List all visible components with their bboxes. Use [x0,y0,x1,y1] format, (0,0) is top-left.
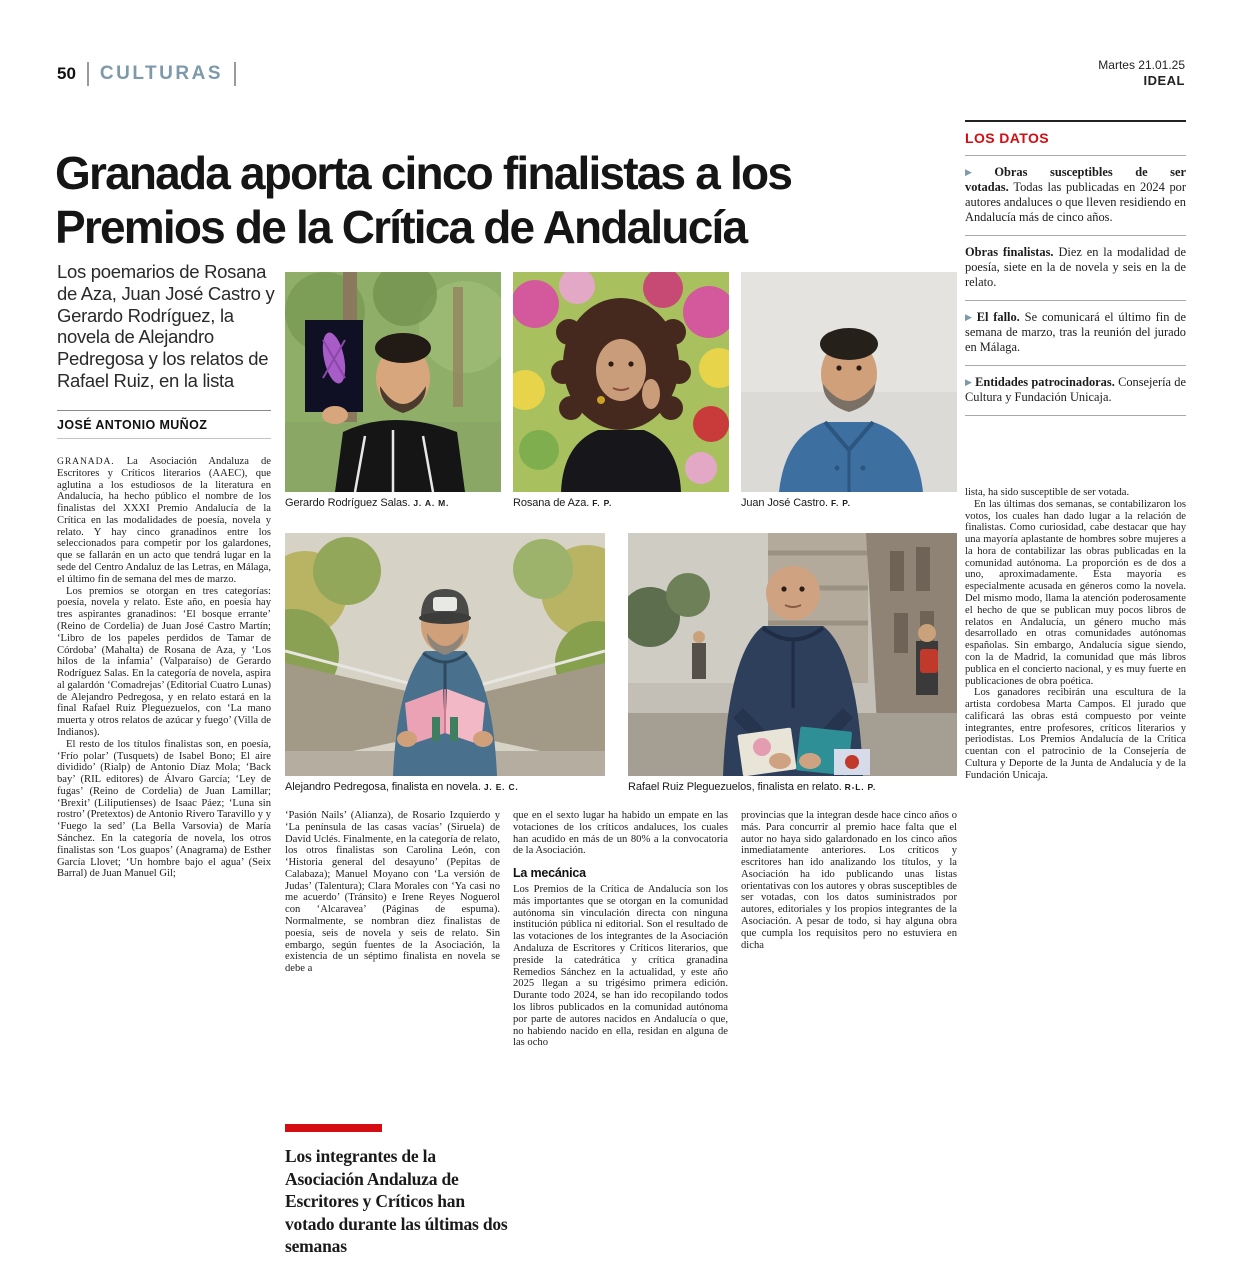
article-column-1 [57,456,271,1274]
photo-gerardo-rodriguez [285,272,501,509]
photo-rafael-ruiz [628,533,957,793]
paragraph: En las últimas dos semanas, se contabilizaron los votos, los cuales han dado lugar a la relación de finalistas. Como curiosidad, cabe destacar que hay una mayoría aplastante de hombres sobre mujeres a la hora de contabilizar las obras publicadas en la comunidad autónoma. La proporción es de dos a uno, aproximadamente. Esta mayoría es especialmente acusada en géneros como la novela. Del mismo modo, llama la atención poderosamente el hecho de que se publican muy pocos libros de relatos en Andalucía, un género mucho más desarrollado en otras comunidades autónomas españolas. Sin embargo, Andalucía sigue siendo, con la de Madrid, la comunidad que más libros publica en el concierto nacional, y es muy fuerte en publicaciones de obra poética. [965,498,1186,687]
photo-gerardo-image [285,272,501,492]
bullet-arrow-icon: ▶ [965,377,973,387]
sidebar-item-label: Obras susceptibles de ser votadas. [965,165,1186,194]
paragraph: Los ganadores recibirán una escultura de la artista cordobesa Marta Campos. El jurado que calificará las obras está compuesto por veinte integrantes, entre profesores, críticos literarios y periodistas. Los Premios Andalucía de la Crítica cuentan con el patrocinio de la Consejería de Cultura y Deporte de la Junta de Andalucía y de la Fundación Unicaja. [965,687,1186,781]
paragraph-text: La Asociación Andaluza de Escritores y Críticos literarios (AAEC), que aglutina a los estudiosos de la literatura en Andalucía, ha hecho público el nombre de los finalistas del XXXI Premio Andalucía de la Crítica en las modalidades de poesía, novela y relato. Y hay cinco granadinos entre los seleccionados para competir por los galardones, que se fallarán en un acto que tendrá lugar en la sede del Centro Andaluz de las Letras, en Málaga, el último fin de semana del mes de marzo. [57,456,271,585]
paragraph: provincias que la integran desde hace cinco años o más. Para concurrir al premio hace falta que el autor no haya sido galardonado en los cinco años inmediatamente anteriores. Los críticos y escritores han ido analizando los títulos, y la Asociación ha ido publicando unas listas orientativas con los autores y obras susceptibles de ser votadas, con los datos suministrados por autores, editoriales y los propios integrantes de la Asociación. A pesar de todo, si hay alguna obra que cumpla los requisitos pero no estuviera en dicha [741,810,957,951]
photo-juan-jose-image [741,272,957,492]
sidebar-item [965,236,1186,301]
photo-caption [741,497,957,509]
edition-date: Martes 21.01.25 [1098,58,1185,73]
caption-text: Juan José Castro. [741,497,828,509]
caption-credit: J. A. M. [413,498,450,508]
caption-credit: R-L. P. [844,782,877,792]
caption-text: Rafael Ruiz Pleguezuelos, finalista en relato. [628,781,842,793]
sidebar-item-text: Diez en la modalidad de poesía, siete en la de novela y seis en la de relato. [965,245,1186,289]
sidebar-item [965,301,1186,366]
caption-credit: F. P. [592,498,613,508]
photo-rafael-image [628,533,957,776]
newspaper-name: IDEAL [1143,73,1185,89]
sidebar-item-text: Consejería de Cultura y Fundación Unicaja. [965,375,1187,404]
paragraph: lista, ha sido susceptible de ser votada. [965,487,1130,498]
sidebar-item-label: El fallo. [976,310,1020,324]
datos-sidebar [965,120,1186,416]
sidebar-item-label: Obras finalistas. [965,245,1054,259]
caption-text: Rosana de Aza. [513,497,590,509]
caption-credit: J. E. C. [483,782,519,792]
caption-text: Gerardo Rodríguez Salas. [285,497,411,509]
photo-rosana-image [513,272,729,492]
article-standfirst: Los poemarios de Rosana de Aza, Juan José Castro y Gerardo Rodríguez, la novela de Alejandro Pedregosa y los relatos de Rafael Ruiz, en la lista [57,261,275,391]
paragraph: ‘Pasión Nails’ (Alianza), de Rosario Izquierdo y ‘La península de las casas vacías’ (Siruela) de David Uclés. Finalmente, en la categoría de relato, los otros finalistas son Carolina León, con ‘Historia general del desayuno’ (Pepitas de Calabaza); Manuel Moyano con ‘La versión de Judas’ (Talentura); Clara Morales con ‘Ya casi no me acuerdo’ (Tránsito) e Irene Reyes Noguerol con ‘Alcaravea’ (Páginas de espuma). Normalmente, se nombran diez finalistas de poesía, seis de novela y seis de relato. Sin embargo, según fuentes de la Asociación, la existencia de un séptimo finalista en novela se debe a [285,810,500,975]
section-title: CULTURAS [99,63,224,84]
paragraph: Los premios se otorgan en tres categorías: poesía, novela y relato. Este año, en poesía hay tres aspirantes granadinos: ‘El bosque errante’ (Reino de Cordelia) de Juan José Castro Martín; ‘Libro de los papeles perdidos de Tamar de Córdoba’ (Mahalta) de Rosana de Aza, y ‘Los hilos de la infamia’ (Valparaíso) de Gerardo Rodríguez Salas. En la categoría de novela, aspira al galardón ‘Comadrejas’ (Editorial Cuatro Lunas) de Alejandro Pedregosa, y en relato estará en la final Rafael Ruiz Pleguezuelos, con ‘La mano muerta y otros relatos de azúcar y fuego’ (Villa de Indianos). [57,585,271,738]
article-headline: Granada aporta cinco finalistas a los Premios de la Crítica de Andalucía [55,146,792,253]
photo-caption [285,781,605,793]
sidebar-item-text: Se comunicará el último fin de semana de marzo, tras la reunión del jurado en Málaga. [965,310,1186,354]
bullet-arrow-icon: ▶ [965,167,992,177]
article-column-5 [965,487,1186,1147]
section-subhead: La mecánica [513,866,586,881]
sidebar-item [965,366,1186,416]
bullet-arrow-icon: ▶ [965,312,974,322]
photo-caption [285,497,501,509]
pull-quote-rule [285,1124,382,1132]
pull-quote [285,1124,511,1258]
photo-alejandro-image [285,533,605,776]
caption-credit: F. P. [830,498,851,508]
article-byline: JOSÉ ANTONIO MUÑOZ [57,410,271,439]
sidebar-item-label: Entidades patrocinadoras. [975,375,1115,389]
paragraph: que en el sexto lugar ha habido un empate en las votaciones de los críticos andaluces, los cuales han acudido en más de un 80% a la convocatoria de la Asociación. [513,810,728,857]
sidebar-title: LOS DATOS [965,120,1186,156]
sidebar-item [965,156,1186,236]
photo-rosana-de-aza [513,272,729,509]
page-header [57,56,1185,92]
sidebar-item-text: Todas las publicadas en 2024 por autores andaluces o que lleven residiendo en Andalucía más de cinco años. [965,180,1186,224]
photo-caption [513,497,729,509]
paragraph [57,456,271,586]
article-column-4 [741,810,957,1274]
paragraph: Los Premios de la Crítica de Andalucía son los más importantes que se otorgan en la comunidad autónoma sin vinculación directa con ninguna institución pública ni editorial. Son el resultado de las votaciones de los integrantes de la Asociación Andaluza de Escritores y Críticos literarios, que preside la catedrática y crítica granadina Remedios Sánchez en la actualidad, y este año 2025 llegan a su trigésimo primera edición. Durante todo 2024, se han ido recopilando todos los libros publicados en la comunidad autónoma por parte de autores nacidos en Andalucía o que, no habiendo nacido en ella, residan en alguna de las ocho [513,884,728,1049]
caption-text: Alejandro Pedregosa, finalista en novela. [285,781,481,793]
photo-juan-jose-castro [741,272,957,509]
article-column-3 [513,810,728,1274]
divider [87,62,89,86]
pull-quote-text: Los integrantes de la Asociación Andaluza de Escritores y Críticos han votado durante las últimas dos semanas [285,1146,508,1256]
edition-info [1098,58,1185,89]
article-column-2 [285,810,500,1116]
photo-caption [628,781,957,793]
dateline: GRANADA. [57,456,115,467]
divider [234,62,236,86]
photo-alejandro-pedregosa [285,533,605,793]
paragraph: El resto de los títulos finalistas son, en poesía, ‘Frío polar’ (Tusquets) de Isabel Bono; El aire dividido’ (Rialp) de Antonio Díaz Mola; ‘Back bay’ (RIL editores) de Álvaro García; ‘Ley de fugas’ (Reino de Cordelia) de Juan Lamillar; ‘Brexit’ (Liliputienses) de Isaac Páez; ‘Luna sin rostro’ (Pretextos) de Antonio Rivero Taravillo y y ‘Fuego la sed’ (La Bella Varsovia) de María Sánchez. En la categoría de novela, los otros finalistas son ‘Los guapos’ (Anagrama) de Esther García Llovet; ‘Un hombre bajo el agua’ (Seix Barral) de Juan Manuel Gil; [57,738,271,880]
page-number: 50 [57,64,76,83]
